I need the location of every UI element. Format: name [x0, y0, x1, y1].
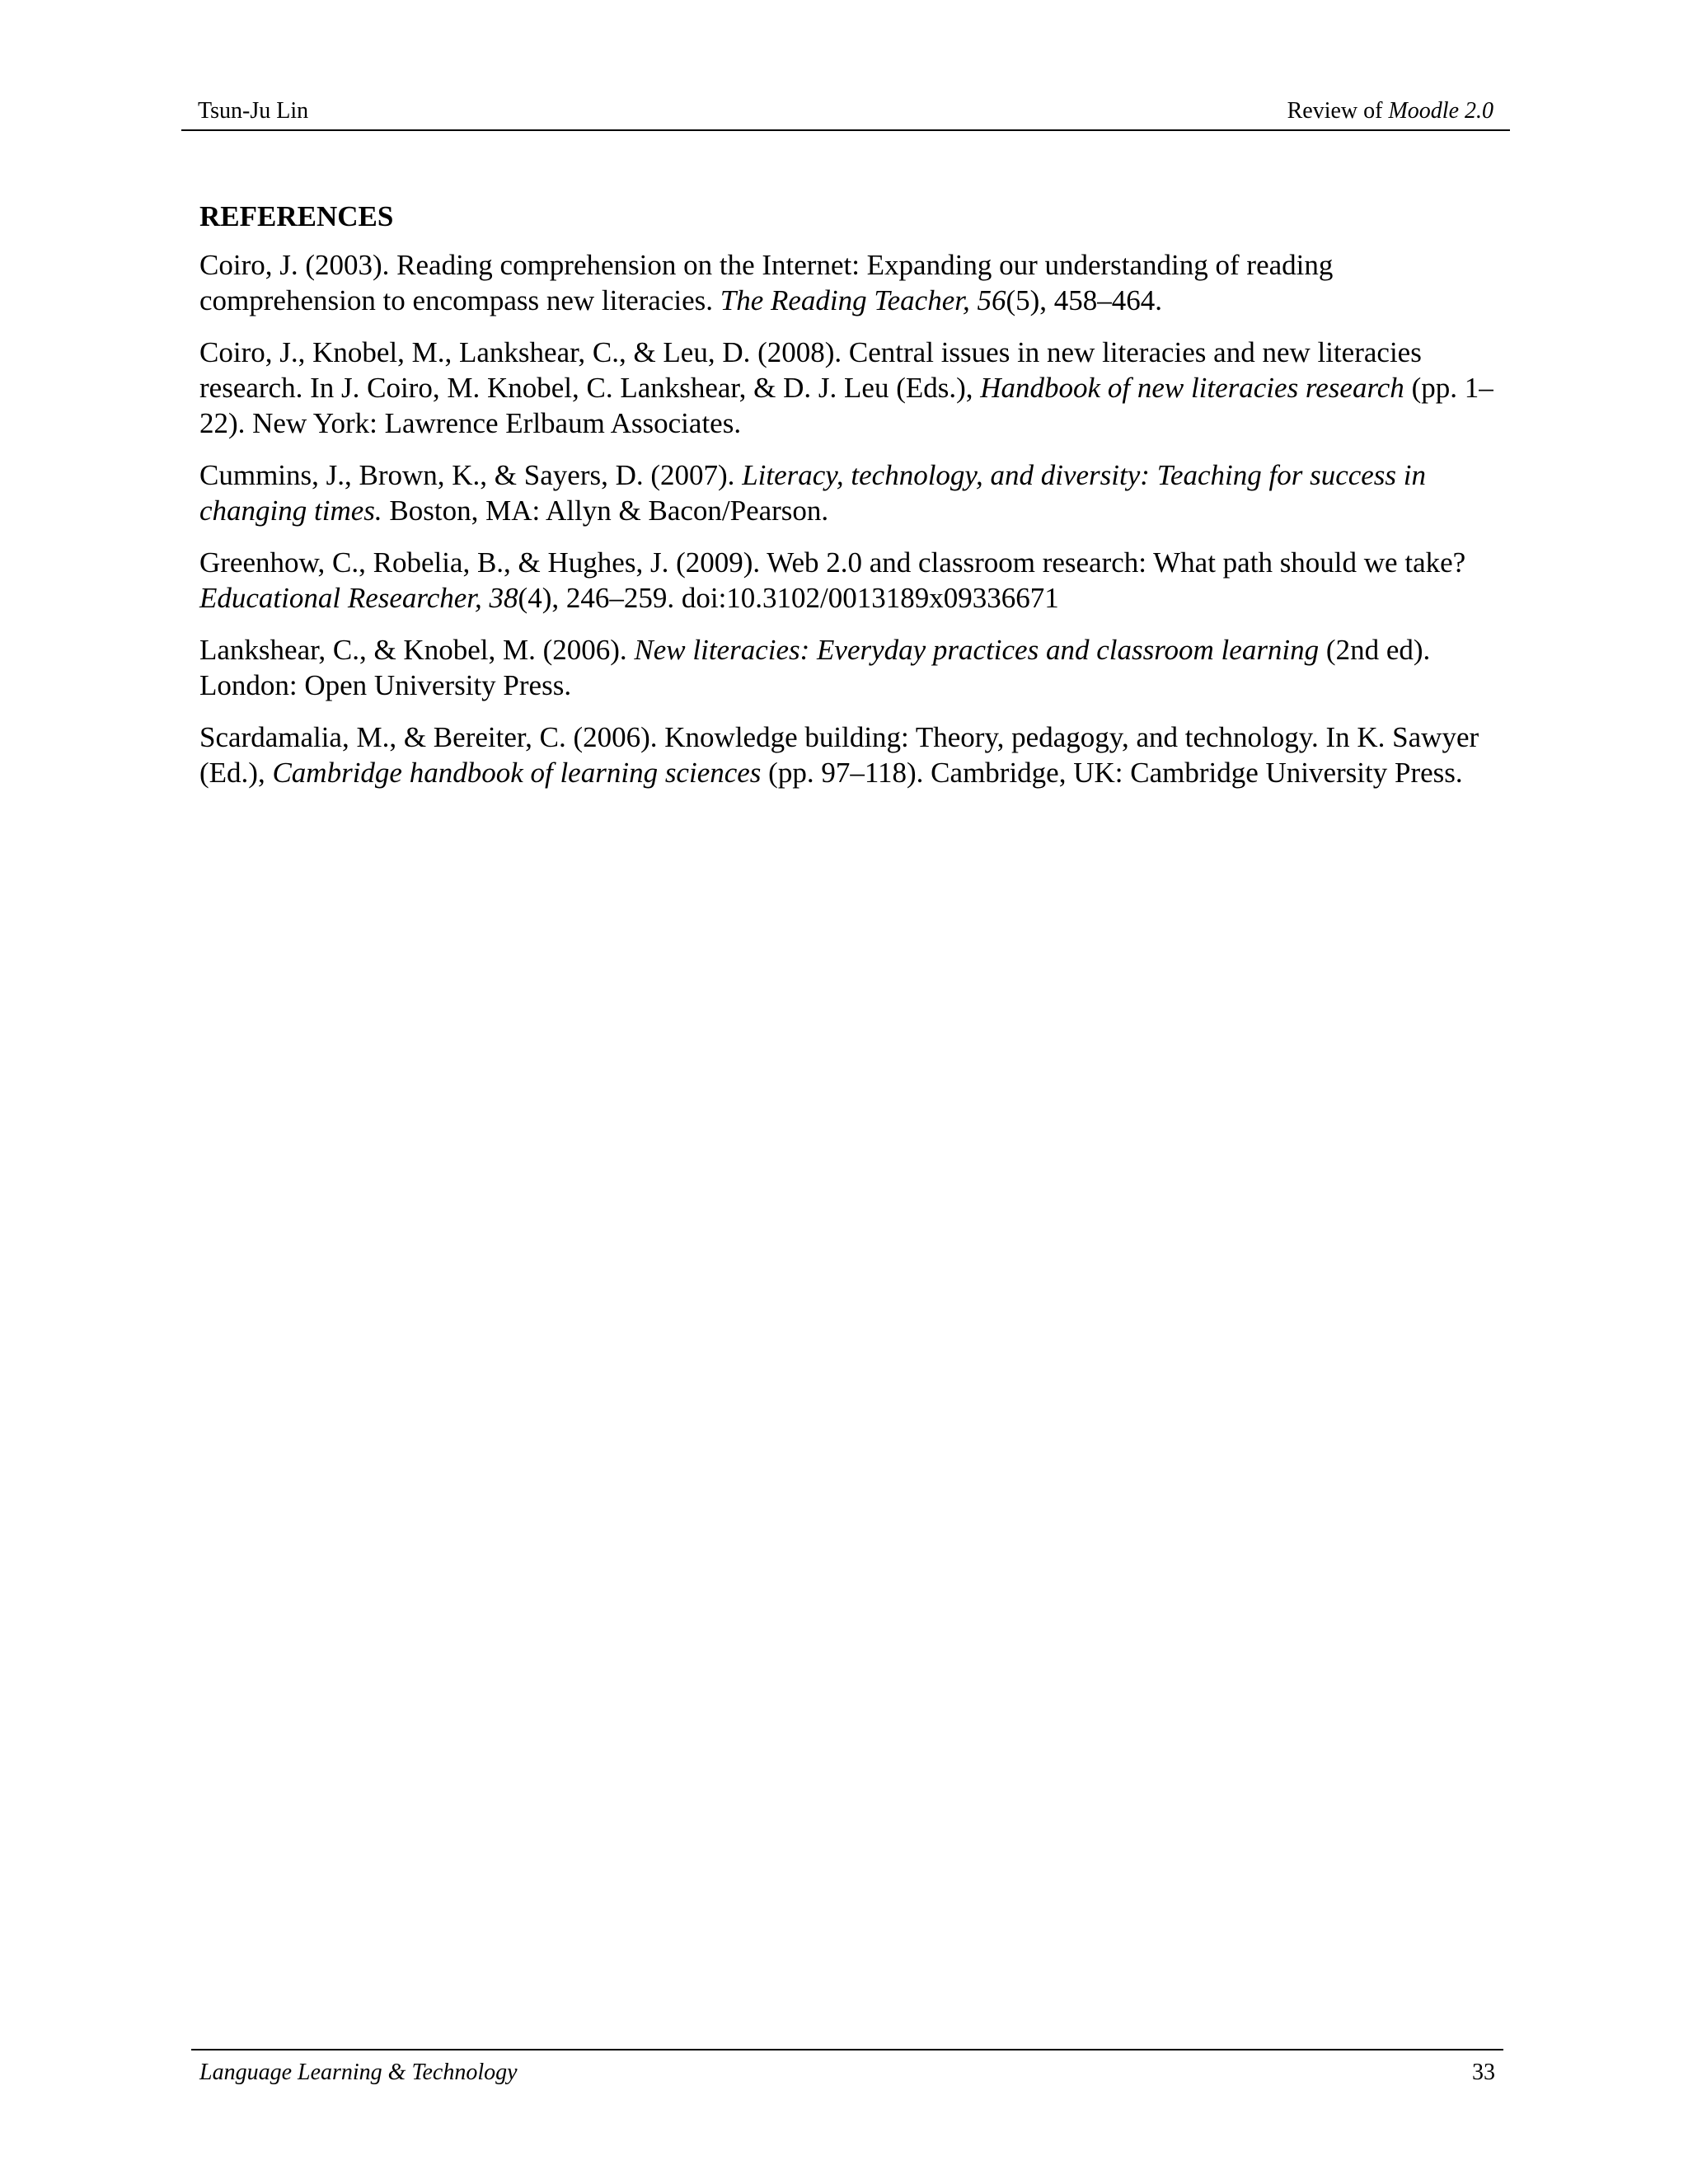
running-header: [181, 96, 1510, 131]
reference-text: Greenhow, C., Robelia, B., & Hughes, J. (2009). Web 2.0 and classroom research: What path should we take?: [199, 546, 1466, 579]
reference-text: Coiro, J., Knobel, M., Lankshear, C., & Leu, D. (2008). Central issues in new literacies and new literacies research. In J. Coiro, M. Knobel, C. Lankshear, & D. J. Leu (Eds.),: [199, 336, 1422, 404]
reference-text: (pp. 97–118). Cambridge, UK: Cambridge University Press.: [761, 757, 1463, 789]
reference-italic: Educational Researcher, 38: [199, 582, 518, 614]
reference-item: [199, 545, 1502, 616]
reference-item: [199, 247, 1502, 318]
reference-text: Cummins, J., Brown, K., & Sayers, D. (2007).: [199, 459, 743, 491]
header-title-prefix: Review of: [1287, 98, 1389, 124]
reference-italic: Cambridge handbook of learning sciences: [272, 757, 762, 789]
section-heading: REFERENCES: [199, 200, 394, 232]
reference-text: Coiro, J. (2003). Reading comprehension on the Internet: Expanding our understanding of reading comprehension to encompass new literacies.: [199, 249, 1334, 316]
reference-italic: The Reading Teacher, 56: [720, 284, 1006, 316]
footer-page-number: 33: [1472, 2060, 1495, 2085]
reference-text: Lankshear, C., & Knobel, M. (2006).: [199, 634, 635, 666]
reference-text: (5), 458–464.: [1006, 284, 1163, 316]
reference-italic: Handbook of new literacies research: [980, 372, 1404, 404]
reference-italic: New literacies: Everyday practices and classroom learning: [634, 634, 1320, 666]
reference-text: Boston, MA: Allyn & Bacon/Pearson.: [382, 494, 829, 527]
reference-text: Scardamalia, M., & Bereiter, C. (2006). Knowledge building: Theory, pedagogy, and technology. In K. Sawyer (Ed.),: [199, 721, 1479, 789]
reference-item: [199, 335, 1502, 441]
header-title: [1287, 96, 1493, 127]
header-title-italic: Moodle 2.0: [1388, 98, 1493, 124]
reference-item: [199, 632, 1502, 703]
footer-journal: Language Learning & Technology: [199, 2060, 518, 2085]
reference-italic: Literacy, technology, and diversity: Teaching for success in changing times.: [199, 459, 1427, 527]
running-footer: [191, 2049, 1503, 2088]
reference-item: [199, 719, 1502, 790]
reference-text: (2nd ed). London: Open University Press.: [199, 634, 1431, 701]
reference-item: [199, 457, 1502, 528]
header-author: Tsun-Ju Lin: [198, 98, 309, 124]
reference-text: (4), 246–259. doi:10.3102/0013189x09336671: [518, 582, 1059, 614]
references-section: [199, 198, 1502, 807]
reference-text: (pp. 1–22). New York: Lawrence Erlbaum Associates.: [199, 372, 1493, 439]
